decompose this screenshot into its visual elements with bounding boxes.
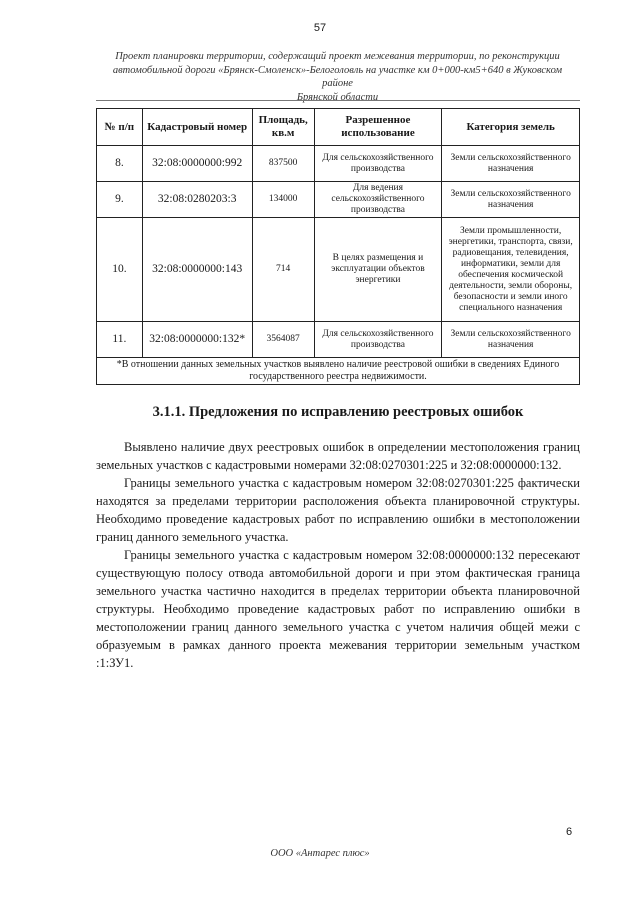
cell-use: В целях размещения и эксплуатации объектов энергетики (314, 218, 442, 322)
land-parcels-table (96, 108, 580, 385)
cell-cadastral: 32:08:0000000:132* (142, 322, 252, 358)
cell-num: 11. (97, 322, 143, 358)
cell-num: 10. (97, 218, 143, 322)
cell-use: Для сельскохозяйственного производства (314, 322, 442, 358)
header-area: Площадь, кв.м (252, 109, 314, 146)
cell-use: Для ведения сельскохозяйственного производства (314, 182, 442, 218)
cell-area: 837500 (252, 146, 314, 182)
header-use: Разрешенное использование (314, 109, 442, 146)
document-header (110, 50, 565, 104)
section-title: 3.1.1. Предложения по исправлению реестровых ошибок (152, 404, 524, 420)
body-text (96, 438, 580, 672)
header-divider (96, 100, 580, 101)
page-number-bottom: 6 (566, 826, 573, 838)
cell-area: 714 (252, 218, 314, 322)
table-header-row (97, 109, 580, 146)
cell-area: 3564087 (252, 322, 314, 358)
header-line-2: автомобильной дороги «Брянск-Смоленск»-Белоголовль на участке км 0+000-км5+640 в Жуковском районе (112, 64, 563, 89)
paragraph: Выявлено наличие двух реестровых ошибок в определении местоположения границ земельных участков с кадастровыми номерами 32:08:0270301:225 и 32:08:0000000:132. (96, 440, 580, 472)
document-footer: ООО «Антарес плюс» (270, 848, 370, 859)
header-cadastral: Кадастровый номер (142, 109, 252, 146)
cell-category: Земли промышленности, энергетики, транспорта, связи, радиовещания, телевидения, информатики, земли для обеспечения космической деятельности, земли обороны, безопасности и земли иного специального назначения (442, 218, 580, 322)
cell-num: 8. (97, 146, 143, 182)
paragraph: Границы земельного участка с кадастровым номером 32:08:0270301:225 фактически находятся за пределами территории расположения объекта планировочной структуры. Необходимо проведение кадастровых работ по исправлению ошибки в местоположении границ данного земельного участка. (96, 476, 580, 544)
table-footnote: *В отношении данных земельных участков выявлено наличие реестровой ошибки в сведениях Единого государственного реестра недвижимости. (97, 358, 580, 385)
cell-category: Земли сельскохозяйственного назначения (442, 182, 580, 218)
cell-cadastral: 32:08:0000000:143 (142, 218, 252, 322)
cell-cadastral: 32:08:0280203:3 (142, 182, 252, 218)
cell-category: Земли сельскохозяйственного назначения (442, 146, 580, 182)
table-row (97, 218, 580, 322)
header-line-3: Брянской области (296, 91, 379, 103)
page-number-top: 57 (313, 22, 327, 34)
table-footnote-row (97, 358, 580, 385)
header-line-1: Проект планировки территории, содержащий проект межевания территории, по реконструкции (115, 51, 560, 62)
header-num: № п/п (97, 109, 143, 146)
paragraph: Границы земельного участка с кадастровым номером 32:08:0000000:132 пересекают существующую полосу отвода автомобильной дороги и при этом фактическая граница земельного участка частично находится в пределах территории объекта планировочной структуры. Необходимо проведение кадастровых работ по исправлению ошибки в местоположении границ данного земельного участка с учетом наличия общей межи с образуемым в рамках данного проекта межевания территории земельным участком :1:ЗУ1. (96, 548, 580, 670)
cell-cadastral: 32:08:0000000:992 (142, 146, 252, 182)
table-row (97, 146, 580, 182)
cell-num: 9. (97, 182, 143, 218)
cell-category: Земли сельскохозяйственного назначения (442, 322, 580, 358)
table-row (97, 182, 580, 218)
cell-area: 134000 (252, 182, 314, 218)
cell-use: Для сельскохозяйственного производства (314, 146, 442, 182)
header-category: Категория земель (442, 109, 580, 146)
table-row (97, 322, 580, 358)
